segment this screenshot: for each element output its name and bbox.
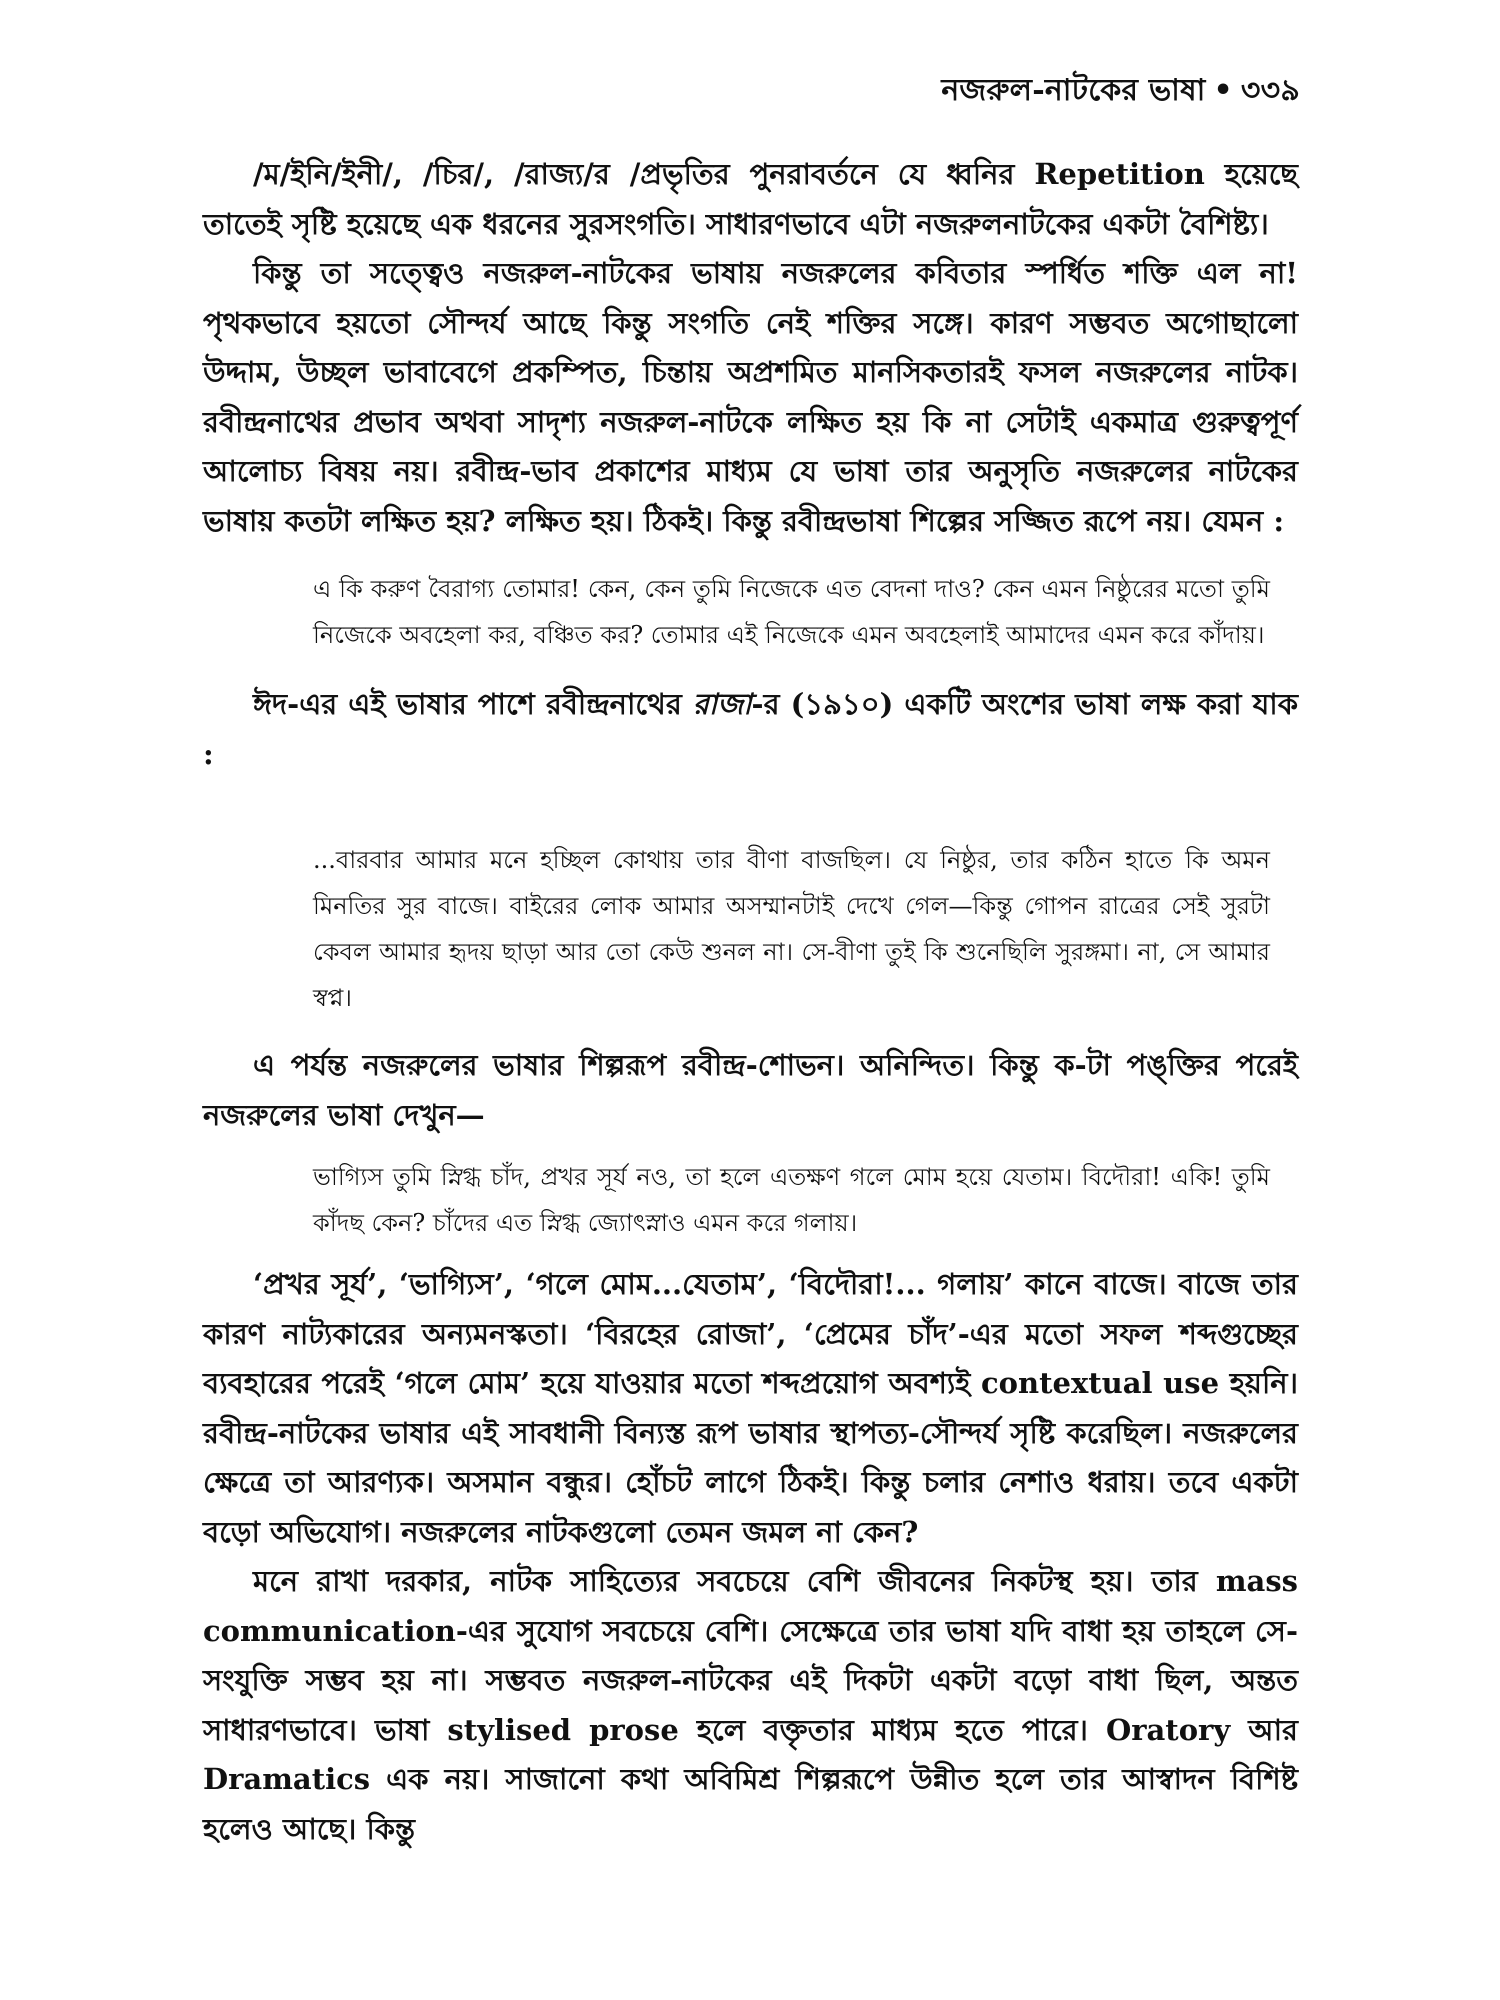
block-quote-3: ভাগ্যিস তুমি স্নিগ্ধ চাঁদ, প্রখর সূর্য নও, তা হলে এতক্ষণ গলে মোম হয়ে যেতাম। বিদৌরা! একি! তুমি কাঁদছ কেন? চাঁদের এত স্নিগ্ধ জ্যোৎস্নাও এমন করে গলায়। (313, 1163, 1270, 1237)
paragraph-1: /ম/ইনি/ইনী/, /চির/, /রাজ্য/র /প্রভৃতির পুনরাবর্তনে যে ধ্বনির Repetition হয়েছে তাতেই সৃষ্টি হয়েছে এক ধরনের সুরসংগতি। সাধারণভাবে এটা নজরুলনাটকের একটা বৈশিষ্ট্য। (203, 157, 1298, 241)
paragraph-5: ‘প্রখর সূর্য’, ‘ভাগ্যিস’, ‘গলে মোম...যেতাম’, ‘বিদৌরা!... গলায়’ কানে বাজে। বাজে তার কারণ নাট্যকারের অন্যমনস্কতা। ‘বিরহের রোজা’, ‘প্রেমের চাঁদ’-এর মতো সফল শব্দগুচ্ছের ব্যবহারের পরেই ‘গলে মোম’ হয়ে যাওয়ার মতো শব্দপ্রয়োগ অবশ্যই contextual use হয়নি। রবীন্দ্র-নাটকের ভাষার এই সাবধানী বিন্যস্ত রূপ ভাষার স্থাপত্য-সৌন্দর্য সৃষ্টি করেছিল। নজরুলের ক্ষেত্রে তা আরণ্যক। অসমান বন্ধুর। হোঁচট লাগে ঠিকই। কিন্তু চলার নেশাও ধরায়। তবে একটা বড়ো অভিযোগ। নজরুলের নাটকগুলো তেমন জমল না কেন? (203, 1267, 1298, 1549)
chapter-title: নজরুল-নাটকের ভাষা (941, 73, 1206, 108)
paragraph-3-text-a: ঈদ-এর এই ভাষার পাশে রবীন্দ্রনাথের (253, 687, 693, 721)
running-head (941, 66, 1300, 117)
separator-dot: • (1213, 73, 1233, 108)
page-body (203, 150, 1298, 1854)
paragraph-3 (203, 680, 1298, 779)
play-title-raja: রাজা (692, 687, 752, 721)
paragraph-2: কিন্তু তা সত্ত্বেও নজরুল-নাটকের ভাষায় নজরুলের কবিতার স্পর্ধিত শক্তি এল না! পৃথকভাবে হয়তো সৌন্দর্য আছে কিন্তু সংগতি নেই শক্তির সঙ্গে। কারণ সম্ভবত অগোছালো উদ্দাম, উচ্ছল ভাবাবেগে প্রকম্পিত, চিন্তায় অপ্রশমিত মানসিকতারই ফসল নজরুলের নাটক। রবীন্দ্রনাথের প্রভাব অথবা সাদৃশ্য নজরুল-নাটকে লক্ষিত হয় কি না সেটাই একমাত্র গুরুত্বপূর্ণ আলোচ্য বিষয় নয়। রবীন্দ্র-ভাব প্রকাশের মাধ্যম যে ভাষা তার অনুসৃতি নজরুলের নাটকের ভাষায় কতটা লক্ষিত হয়? লক্ষিত হয়। ঠিকই। কিন্তু রবীন্দ্রভাষা শিল্পের সজ্জিত রূপে নয়। যেমন : (203, 256, 1298, 538)
paragraph-6: মনে রাখা দরকার, নাটক সাহিত্যের সবচেয়ে বেশি জীবনের নিকটস্থ হয়। তার mass communication-এর সুযোগ সবচেয়ে বেশি। সেক্ষেত্রে তার ভাষা যদি বাধা হয় তাহলে সে-সংযুক্তি সম্ভব হয় না। সম্ভবত নজরুল-নাটকের এই দিকটা একটা বড়ো বাধা ছিল, অন্তত সাধারণভাবে। ভাষা stylised prose হলে বক্তৃতার মাধ্যম হতে পারে। Oratory আর Dramatics এক নয়। সাজানো কথা অবিমিশ্র শিল্পরূপে উন্নীত হলে তার আস্বাদন বিশিষ্ট হলেও আছে। কিন্তু (203, 1564, 1298, 1846)
block-quote-1: এ কি করুণ বৈরাগ্য তোমার! কেন, কেন তুমি নিজেকে এত বেদনা দাও? কেন এমন নিষ্ঠুরের মতো তুমি নিজেকে অবহেলা কর, বঞ্চিত কর? তোমার এই নিজেকে এমন অবহেলাই আমাদের এমন করে কাঁদায়। (313, 575, 1270, 649)
block-quote-2: ...বারবার আমার মনে হচ্ছিল কোথায় তার বীণা বাজছিল। যে নিষ্ঠুর, তার কঠিন হাতে কি অমন মিনতির সুর বাজে। বাইরের লোক আমার অসম্মানটাই দেখে গেল—কিন্তু গোপন রাত্রের সেই সুরটা কেবল আমার হৃদয় ছাড়া আর তো কেউ শুনল না। সে-বীণা তুই কি শুনেছিলি সুরঙ্গমা। না, সে আমার স্বপ্ন। (313, 846, 1270, 1012)
paragraph-4: এ পর্যন্ত নজরুলের ভাষার শিল্পরূপ রবীন্দ্র-শোভন। অনিন্দিত। কিন্তু ক-টা পঙ্‌ক্তির পরেই নজরুলের ভাষা দেখুন— (203, 1048, 1298, 1132)
page-number: ৩৩৯ (1240, 73, 1300, 108)
paragraph-3-text-b: -র (১৯১০) একটি অংশের ভাষা লক্ষ করা যাক : (203, 687, 1298, 771)
